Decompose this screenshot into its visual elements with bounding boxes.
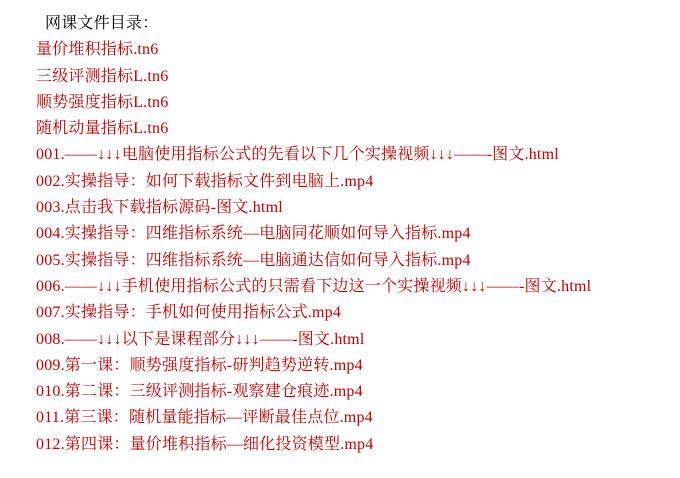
file-list-item: 010.第二课：三级评测指标-观察建仓痕迹.mp4 xyxy=(36,383,363,401)
file-list-item: 006.——↓↓↓手机使用指标公式的只需看下边这一个实操视频↓↓↓——-图文.html xyxy=(36,277,592,295)
file-list-item: 002.实操指导：如何下载指标文件到电脑上.mp4 xyxy=(36,172,374,190)
file-list-item: 008.——↓↓↓以下是课程部分↓↓↓——-图文.html xyxy=(36,330,365,348)
file-list-item: 随机动量指标L.tn6 xyxy=(36,120,169,138)
file-list-item: 004.实操指导：四维指标系统—电脑同花顺如何导入指标.mp4 xyxy=(36,225,471,243)
file-list-item: 005.实操指导：四维指标系统—电脑通达信如何导入指标.mp4 xyxy=(36,251,471,269)
file-list-item: 011.第三课：随机量能指标—评断最佳点位.mp4 xyxy=(36,409,373,427)
file-list-item: 007.实操指导：手机如何使用指标公式.mp4 xyxy=(36,304,342,322)
file-list-item: 顺势强度指标L.tn6 xyxy=(36,93,169,111)
file-list-item: 量价堆积指标.tn6 xyxy=(36,41,159,59)
file-list-item: 003.点击我下载指标源码-图文.html xyxy=(36,199,283,217)
file-list-item: 012.第四课：量价堆积指标—细化投资模型.mp4 xyxy=(36,435,374,453)
file-list-item: 三级评测指标L.tn6 xyxy=(36,67,169,85)
file-list-item: 001.——↓↓↓电脑使用指标公式的先看以下几个实操视频↓↓↓——-图文.html xyxy=(36,146,559,164)
directory-title: 网课文件目录： xyxy=(45,15,159,32)
file-list-item: 009.第一课：顺势强度指标-研判趋势逆转.mp4 xyxy=(36,356,363,374)
